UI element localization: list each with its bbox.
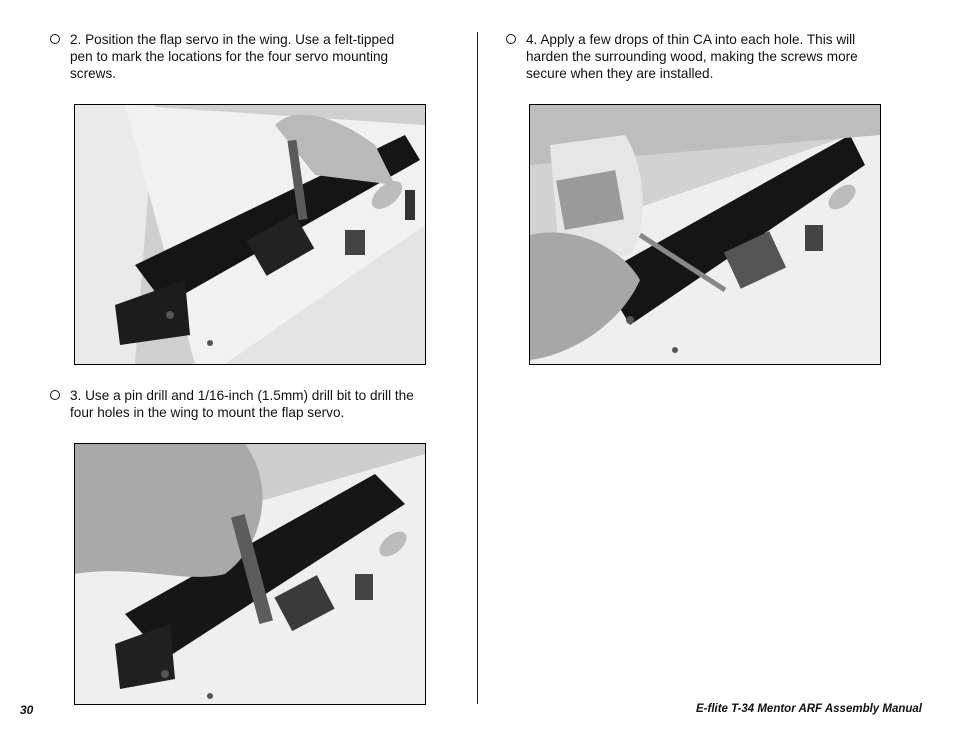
photo-drill-holes-image: [75, 444, 425, 704]
column-divider: [477, 32, 478, 704]
photo-drill-holes: [74, 443, 426, 705]
photo-apply-thin-ca-image: [530, 105, 880, 364]
step-4-text: 4. Apply a few drops of thin CA into each hole. This will harden the surrounding wood, making the screws more secure when they are installed.: [526, 32, 858, 81]
checkbox-circle-icon: [50, 31, 70, 82]
page-number: 30: [20, 703, 34, 717]
step-4: [506, 31, 902, 82]
manual-title: E-flite T-34 Mentor ARF Assembly Manual: [696, 703, 922, 715]
photo-apply-thin-ca: [529, 104, 881, 365]
step-3-text: 3. Use a pin drill and 1/16-inch (1.5mm) drill bit to drill the four holes in the wing to mount the flap servo.: [70, 388, 414, 420]
checkbox-circle-icon: [506, 31, 526, 82]
photo-mark-servo-screws: [74, 104, 426, 365]
photo-mark-servo-screws-image: [75, 105, 425, 364]
step-3: [50, 387, 446, 421]
step-2: [50, 31, 446, 82]
step-2-text: 2. Position the flap servo in the wing. Use a felt-tipped pen to mark the locations for the four servo mounting screws.: [70, 32, 395, 81]
checkbox-circle-icon: [50, 387, 70, 421]
